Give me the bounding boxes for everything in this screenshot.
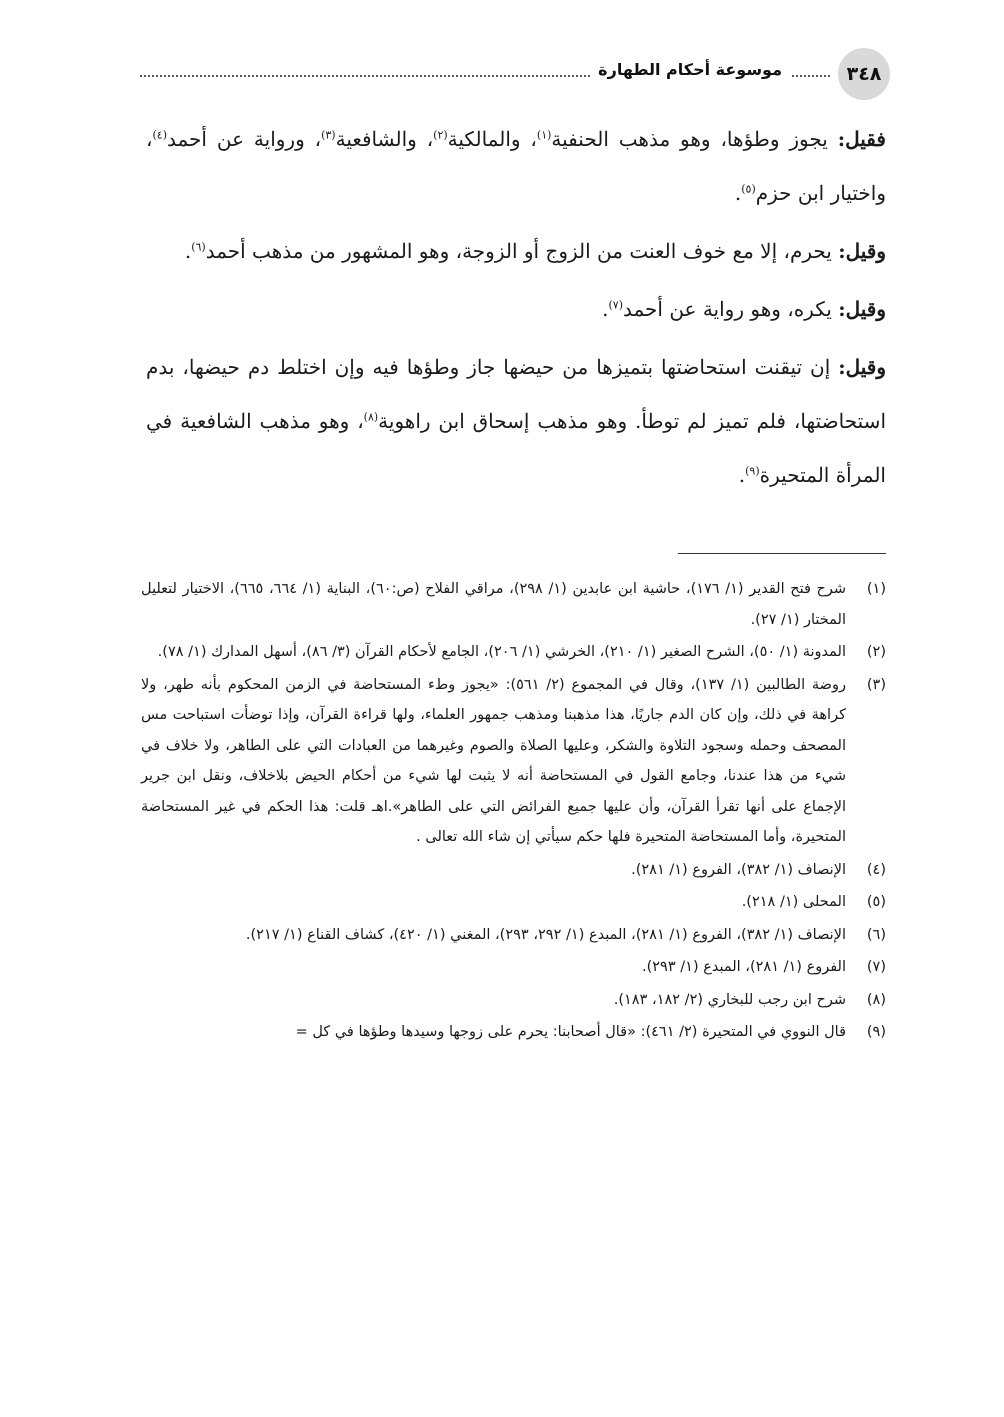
footnote-number: (٣)	[866, 676, 886, 693]
footnote-text: شرح فتح القدير (١/ ١٧٦)، حاشية ابن عابدين (١/ ٢٩٨)، مراقي الفلاح (ص:٦٠)، البناية (١/ ٦٦٤، ٦٦٥)، الاختيار لتعليل المختار (١/ ٢٧).	[141, 581, 847, 628]
footnote-ref[interactable]: (٧)	[608, 298, 623, 312]
footnote-ref[interactable]: (٢)	[433, 128, 448, 142]
footnote-ref[interactable]: (١)	[536, 128, 552, 142]
main-body	[146, 112, 886, 506]
paragraph-text: يكره، وهو رواية عن أحمد	[622, 297, 839, 321]
footnote-number: (٧)	[866, 959, 886, 975]
paragraph-text: ، والمالكية	[447, 127, 537, 151]
footnote-number: (٦)	[866, 926, 886, 943]
footnote-ref[interactable]: (٣)	[321, 128, 336, 142]
paragraph-lead: فقيل:	[837, 127, 886, 151]
footnotes-section	[141, 574, 886, 1050]
footnote-ref[interactable]: (٩)	[745, 464, 760, 478]
page-number-badge: ٣٤٨	[838, 48, 890, 100]
paragraph-lead: وقيل:	[838, 355, 886, 379]
footnote-6	[141, 920, 886, 951]
footnote-4	[141, 855, 886, 886]
footnote-number: (١)	[866, 581, 886, 597]
paragraph-text: يجوز وطؤها، وهو مذهب الحنفية	[551, 127, 838, 151]
paragraph-text: ، والشافعية	[335, 127, 434, 151]
footnote-text: شرح ابن رجب للبخاري (٢/ ١٨٢، ١٨٣).	[613, 991, 846, 1008]
paragraph-2	[146, 224, 886, 278]
footnote-number: (٢)	[866, 644, 886, 660]
footnote-ref[interactable]: (٦)	[191, 240, 206, 254]
paragraph-text: ، واختيار ابن حزم	[146, 127, 886, 205]
paragraph-text: إن تيقنت استحاضتها بتميزها من حيضها جاز وطؤها فيه وإن اختلط دم حيضها، بدم استحاضتها، فلم تميز لم توطأ. وهو مذهب إسحاق ابن راهوية	[146, 355, 886, 433]
paragraph-text: .	[602, 297, 609, 321]
footnote-divider	[678, 553, 886, 554]
footnote-1	[141, 574, 886, 635]
paragraph-text: .	[184, 239, 192, 263]
paragraph-text: .	[738, 463, 746, 487]
footnote-8	[141, 985, 886, 1016]
footnote-number: (٨)	[866, 991, 886, 1008]
footnote-9	[141, 1017, 886, 1048]
paragraph-3	[146, 282, 886, 336]
paragraph-text: ، ورواية عن أحمد	[166, 127, 322, 151]
footnote-text: المدونة (١/ ٥٠)، الشرح الصغير (١/ ٢١٠)، الخرشي (١/ ٢٠٦)، الجامع لأحكام القرآن (٣/ ٨٦)، أسهل المدارك (١/ ٧٨).	[157, 644, 846, 660]
footnote-text: الفروع (١/ ٢٨١)، المبدع (١/ ٢٩٣).	[641, 959, 846, 975]
paragraph-4	[146, 340, 886, 502]
footnote-2	[141, 637, 886, 668]
page-header	[140, 48, 890, 98]
paragraph-lead: وقيل:	[838, 239, 886, 263]
footnote-number: (٩)	[866, 1024, 886, 1040]
running-title: موسوعة أحكام الطهارة	[590, 60, 790, 79]
paragraph-1	[146, 112, 886, 220]
footnote-3	[141, 670, 886, 853]
footnote-number: (٥)	[866, 894, 886, 910]
footnote-text: الإنصاف (١/ ٣٨٢)، الفروع (١/ ٢٨١)، المبدع (١/ ٢٩٢، ٢٩٣)، المغني (١/ ٤٢٠)، كشاف القناع (١/ ٢١٧).	[245, 926, 846, 943]
footnote-text: الإنصاف (١/ ٣٨٢)، الفروع (١/ ٢٨١).	[631, 861, 846, 878]
footnote-number: (٤)	[866, 861, 886, 878]
paragraph-text: .	[734, 181, 742, 205]
footnote-5	[141, 887, 886, 918]
paragraph-lead: وقيل:	[838, 297, 886, 321]
paragraph-text: ، وهو مذهب الشافعية في المرأة المتحيرة	[146, 409, 886, 487]
paragraph-text: يحرم، إلا مع خوف العنت من الزوج أو الزوجة، وهو المشهور من مذهب أحمد	[205, 239, 839, 263]
footnote-7	[141, 952, 886, 983]
footnote-text: روضة الطالبين (١/ ١٣٧)، وقال في المجموع (٢/ ٥٦١): «يجوز وطء المستحاضة في الزمن المحكوم بأنه طهر، ولا كراهة في ذلك، وإن كان الدم جاريًا، هذا مذهبنا ومذهب جمهور العلماء، ولها قراءة القرآن، وإذا توضأت استباحت مس المصحف وحمله وسجود التلاوة والشكر، وعليها الصلاة والصوم وغيرهما من العبادات التي على الطاهر، ولا خلاف في شيء من هذا عندنا، وجامع القول في المستحاضة أنه لا يثبت لها شيء من أحكام الحيض بلاخلاف، ونقل ابن جرير الإجماع على أنها تقرأ القرآن، وأن عليها جميع الفرائض التي على الطاهر».اهـ قلت: هذا الحكم في غير المستحاضة المتحيرة، وأما المستحاضة المتحيرة فلها حكم سيأتي إن شاء الله تعالى .	[141, 676, 846, 845]
footnote-text: قال النووي في المتحيرة (٢/ ٤٦١): «قال أصحابنا: يحرم على زوجها وسيدها وطؤها في كل =	[295, 1024, 846, 1040]
footnote-ref[interactable]: (٤)	[152, 128, 167, 142]
footnote-text: المحلى (١/ ٢١٨).	[741, 894, 846, 910]
footnote-ref[interactable]: (٥)	[741, 182, 756, 196]
footnote-ref[interactable]: (٨)	[363, 410, 379, 424]
